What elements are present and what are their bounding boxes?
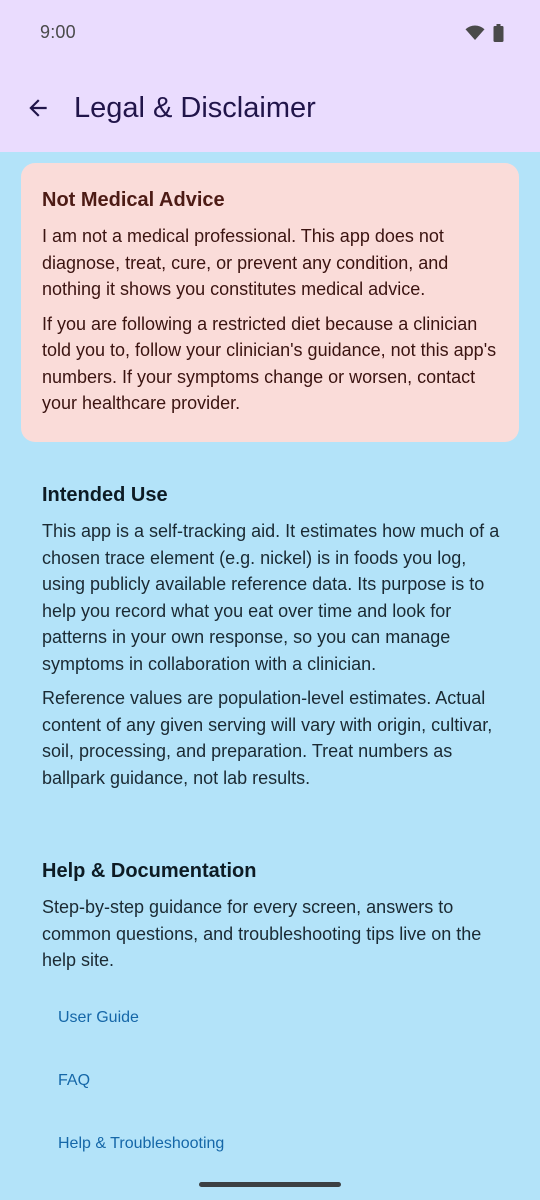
battery-icon: [493, 24, 504, 47]
help-paragraph: Step-by-step guidance for every screen, answers to common questions, and troubleshooting tips live on the help site.: [42, 897, 482, 970]
disclaimer-paragraph: If you are following a restricted diet because a clinician told you to, follow your clinician's guidance, not this app's numbers. If your symptoms change or worsen, contact your healthcare provider.: [42, 313, 497, 413]
top-app-bar: [0, 0, 540, 152]
arrow-back-icon: [25, 95, 51, 126]
intended-use-paragraph: Reference values are population-level estimates. Actual content of any given serving will vary with origin, cultivar, soil, processing, and preparation. Treat numbers as ballpark guidance, not lab results.: [42, 688, 493, 788]
disclaimer-title: Not Medical Advice: [42, 189, 225, 211]
help-title: Help & Documentation: [42, 860, 257, 882]
intended-use-section: [42, 482, 502, 799]
disclaimer-paragraph: I am not a medical professional. This app does not diagnose, treat, cure, or prevent any condition, and nothing it shows you constitutes medical advice.: [42, 226, 449, 299]
status-time: 9:00: [40, 22, 76, 42]
help-section: [42, 858, 502, 982]
user-guide-link[interactable]: User Guide: [58, 1009, 139, 1026]
help-troubleshooting-link[interactable]: Help & Troubleshooting: [58, 1135, 225, 1152]
medical-disclaimer-card: [21, 163, 519, 442]
status-icons: [465, 24, 504, 47]
home-indicator[interactable]: [199, 1182, 341, 1187]
wifi-icon: [465, 25, 485, 46]
intended-use-title: Intended Use: [42, 484, 168, 506]
back-button[interactable]: [18, 88, 58, 132]
intended-use-paragraph: This app is a self-tracking aid. It estimates how much of a chosen trace element (e.g. nickel) is in foods you log, using publicly available reference data. Its purpose is to help you record what you eat over time and look for patterns in your own response, so you can manage symptoms in collaboration with a clinician.: [42, 521, 500, 674]
faq-link[interactable]: FAQ: [58, 1072, 91, 1089]
page-title: Legal & Disclaimer: [74, 92, 316, 124]
